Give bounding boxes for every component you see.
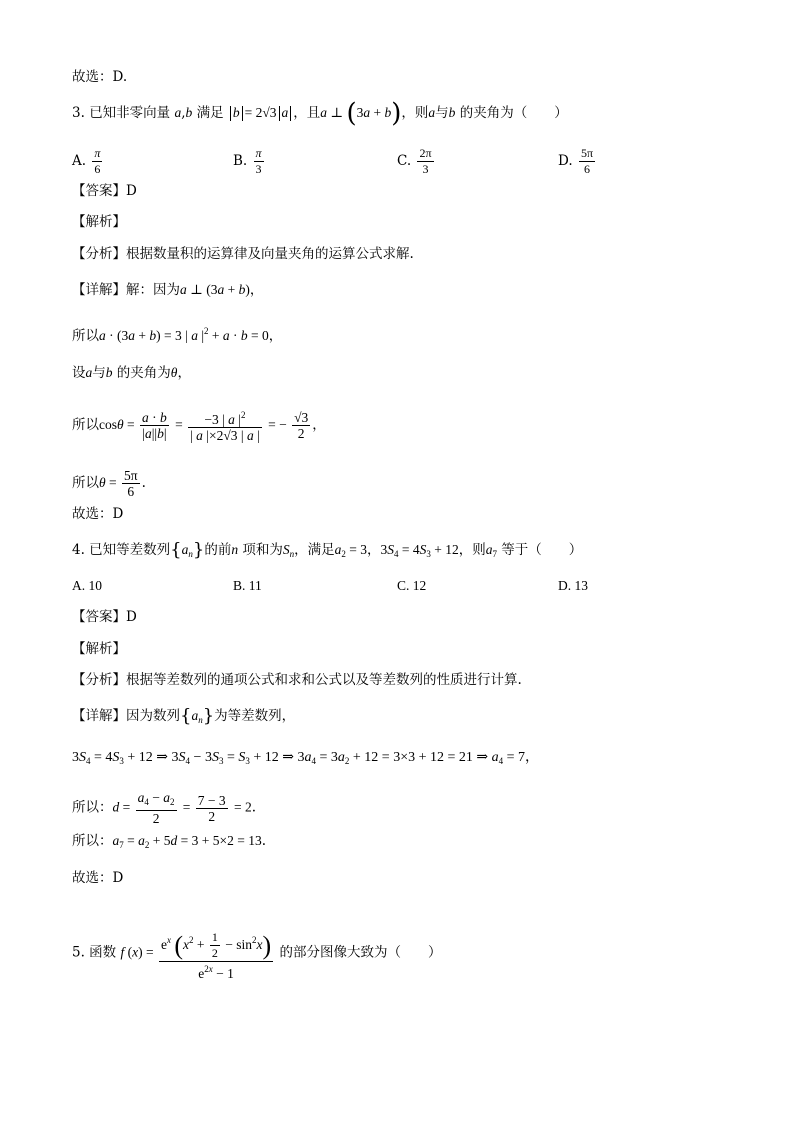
option-b-q4: B. 11: [233, 578, 262, 593]
step-a7: 所以：$a_7 = a_2 + 5d = 3 + 5\times 2 = 13$.: [72, 833, 267, 850]
equation-chain: $3S_4 = 4S_3 + 12$ ⇒ $3S_4 - 3S_3 = S_3 + 12$ ⇒ $3a_4 = 3a_2 + 12 = 3\times 3 + 12 = 21$ ⇒ $a_4 = 7$，: [72, 749, 540, 766]
fenxi-text: 【分析】根据数量积的运算律及向量夹角的运算公式求解.: [72, 246, 414, 262]
question-4: 4. 已知等差数列$\{a_n\}$的前n 项和为$S_n$，满足$a_2 = 3$，$3S_4 = 4S_3 + 12$，则$a_7$ 等于（ ）: [72, 539, 583, 561]
answer-line-q4: 故选：D: [72, 870, 124, 886]
step-line-3: 所以cosθ = $\frac{a \cdot b}{|a||b|}$ = $\frac{-3 | a |^2}{| a |\times 2√3 | a |}$ = − $\frac{√3}{2}$ ，: [72, 410, 326, 443]
question-3: 3. 已知非零向量 a,b 满足 b = 2√3 a ，且a ⊥ (3a + b)，则a与b 的夹角为（ ）: [72, 98, 568, 129]
step-d: 所以：d = $\frac{a_4 - a_2}{2}$ = $\frac{7 - 3}{2}$ = 2.: [72, 790, 257, 826]
fenxi-text-q4: 【分析】根据等差数列的通项公式和求和公式以及等差数列的性质进行计算.: [72, 672, 522, 688]
analysis-label-q4: 【解析】: [72, 641, 126, 657]
step-line-4: 所以θ = $\frac{5\pi}{6}$ .: [72, 468, 146, 499]
xiangjie-line: 【详解】解：因为a ⊥ (3a + b)，: [72, 282, 264, 298]
option-c: C. $\frac{2\pi}{3}$: [397, 146, 432, 176]
answer-label: 【答案】D: [72, 183, 137, 199]
option-c-q4: C. 12: [397, 578, 427, 593]
answer-line-q3: 故选：D: [72, 506, 124, 522]
option-d: D. $\frac{5\pi}{6}$: [558, 146, 593, 176]
answer-line: 故选：D.: [72, 69, 128, 85]
option-d-q4: D. 13: [558, 578, 588, 593]
xiangjie-q4: 【详解】因为数列$\{a_n\}$为等差数列，: [72, 705, 296, 727]
option-b: B. $\frac{\pi}{3}$: [233, 146, 262, 176]
question-5: 5. 函数 f (x) = $e^x$ ($x^2$ + $\frac{1}{2}$ − $\sin^2x$) $e^{2x} - 1$ 的部分图像大致为（ ）: [72, 925, 441, 981]
option-a: A. $\frac{\pi}{6}$: [72, 146, 101, 176]
answer-label-q4: 【答案】D: [72, 609, 137, 625]
analysis-label: 【解析】: [72, 214, 126, 230]
option-a-q4: A. 10: [72, 578, 102, 593]
step-line-1: 所以a · (3a + b) = 3 | a $|^2 + a \cdot b = 0$，: [72, 326, 283, 344]
step-line-2: 设a与b 的夹角为θ，: [72, 365, 191, 381]
